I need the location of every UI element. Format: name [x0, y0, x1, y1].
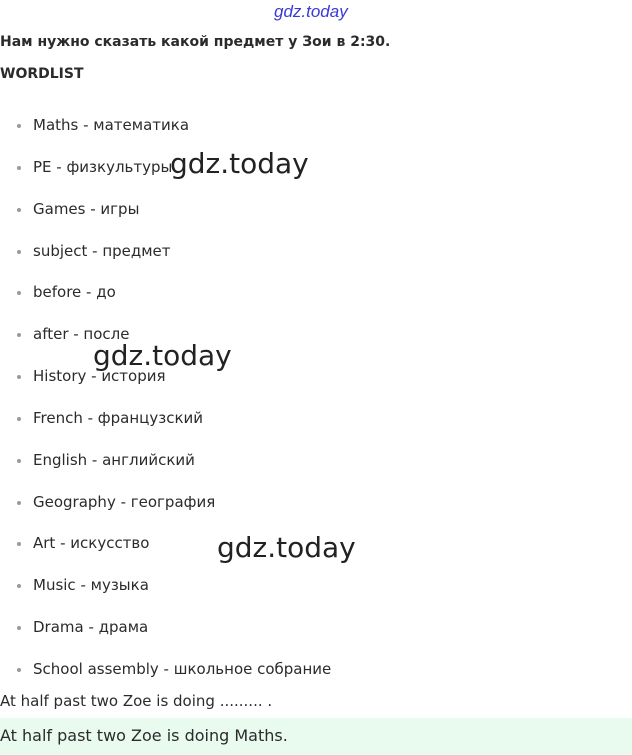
bullet-icon	[17, 291, 21, 295]
site-logo: gdz.today	[274, 2, 348, 21]
list-item	[0, 366, 331, 408]
list-item	[0, 492, 331, 534]
question-text: Нам нужно сказать какой предмет у Зои в 2:30.	[0, 34, 391, 50]
list-item-text: English - английский	[33, 450, 195, 469]
list-item-text: Maths - математика	[33, 116, 190, 134]
answer-text: At half past two Zoe is doing Maths.	[0, 726, 288, 745]
list-item	[0, 241, 331, 283]
list-item-text: subject - предмет	[33, 241, 171, 260]
bullet-icon	[17, 668, 21, 672]
wordlist	[0, 115, 331, 701]
list-item	[0, 408, 331, 450]
bullet-icon	[17, 333, 21, 337]
bullet-icon	[17, 584, 21, 588]
list-item-text: Art - искусство	[33, 534, 150, 553]
list-item	[0, 617, 331, 659]
bullet-icon	[17, 417, 21, 421]
list-item-text: before - до	[33, 283, 116, 302]
list-item-text: Music - музыка	[33, 576, 149, 595]
bullet-icon	[17, 124, 21, 128]
bullet-icon	[17, 459, 21, 463]
answer-box	[0, 718, 632, 755]
list-item-text: History - история	[33, 367, 166, 386]
list-item-text: Geography - география	[33, 492, 216, 511]
list-item-text: PE - физкультуры	[33, 157, 173, 176]
list-item	[0, 282, 331, 324]
list-item	[0, 450, 331, 492]
bullet-icon	[17, 626, 21, 630]
watermark: gdz.today	[217, 531, 356, 564]
list-item	[0, 199, 331, 241]
list-item-text: Games - игры	[33, 199, 140, 218]
bullet-icon	[17, 208, 21, 212]
list-item-text: Drama - драма	[33, 618, 149, 637]
exercise-prompt: At half past two Zoe is doing ......... .	[0, 692, 273, 710]
bullet-icon	[17, 542, 21, 546]
wordlist-heading: WORDLIST	[0, 66, 84, 82]
list-item-text: School assembly - школьное собрание	[33, 659, 332, 678]
list-item	[0, 575, 331, 617]
bullet-icon	[17, 501, 21, 505]
bullet-icon	[17, 166, 21, 170]
bullet-icon	[17, 250, 21, 254]
watermark: gdz.today	[93, 339, 232, 372]
list-item-text: French - французский	[33, 408, 204, 427]
bullet-icon	[17, 375, 21, 379]
watermark: gdz.today	[170, 147, 309, 180]
list-item-text: after - после	[33, 325, 130, 344]
